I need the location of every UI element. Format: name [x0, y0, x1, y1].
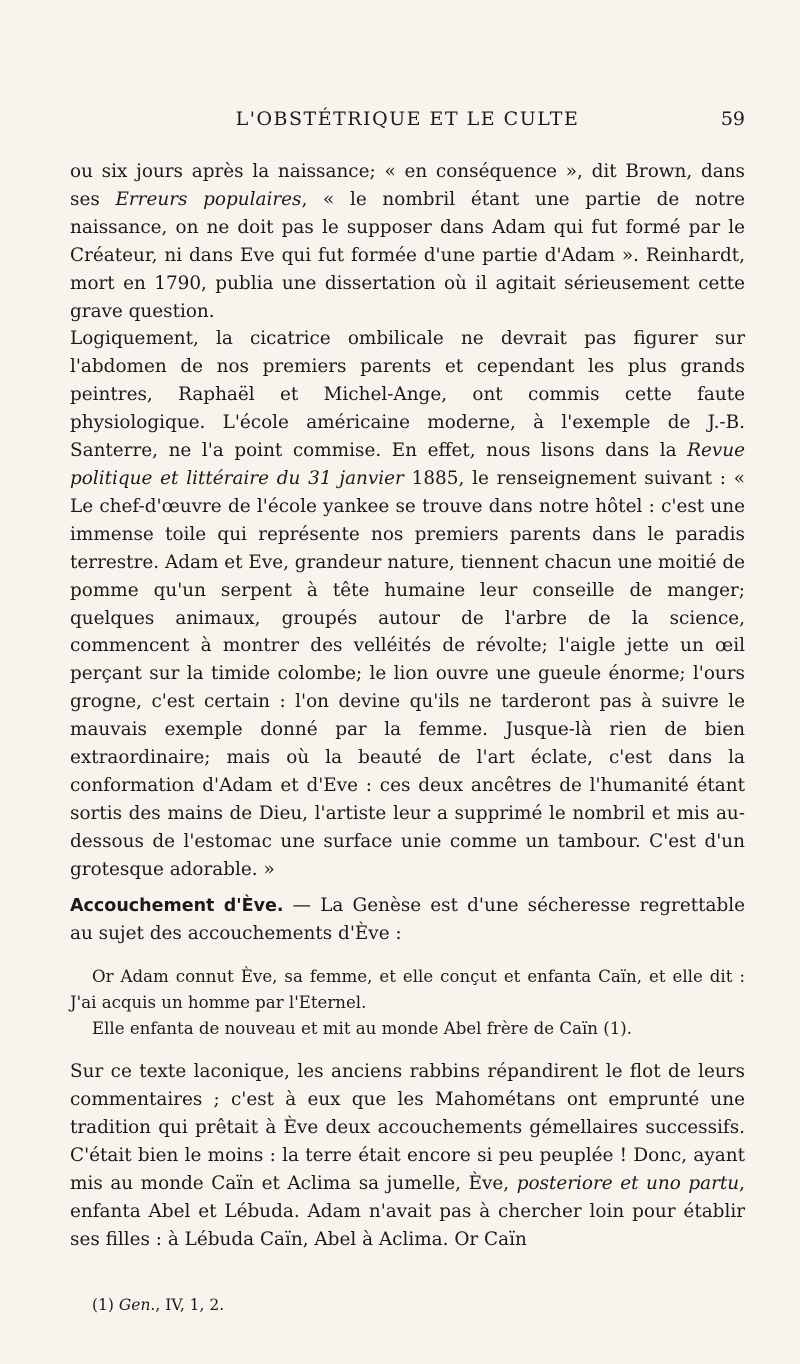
paragraph-3-text: — La Genèse est d'une sécheresse regrettable au sujet des accouchements d'Ève :	[70, 894, 745, 945]
footnote	[92, 1296, 224, 1314]
paragraph-1-text-a: ou six jours après la naissance; « en conséquence », dit Brown, dans ses	[70, 161, 745, 210]
footnote-marker: (1)	[92, 1296, 119, 1314]
paragraph-4-text-a: Sur ce texte laconique, les anciens rabbins répandirent le flot de leurs commentaires ; c'est à eux que les Mahométans ont emprunté une tradition qui prêtait à Ève deux accouchements gémellaires successifs. C'était bien le moins : la terre était encore si peu peuplée ! Donc, ayant mis au monde Caïn et Aclima sa jumelle, Ève,	[70, 1061, 745, 1194]
quote-line-2: Elle enfanta de nouveau et mit au monde Abel frère de Caïn (1).	[92, 1019, 633, 1039]
paragraph-3	[70, 892, 745, 949]
paragraph-1-text-c: , « le nombril étant une partie de notre naissance, on ne doit pas le supposer dans Adam qui fut formé par le Créateur, ni dans Eve qui fut formée d'une partie d'Adam ». Reinhardt, mort en 1790, publia une dissertation où il agitait sérieusement cette grave question.	[70, 188, 745, 322]
latin-phrase: posteriore et uno partu	[516, 1173, 740, 1194]
running-title: L'OBSTÉTRIQUE ET LE CULTE	[235, 108, 580, 130]
paragraph-4	[70, 1058, 745, 1253]
paragraph-2-text-c: 1885, le renseignement suivant : « Le chef-d'œuvre de l'école yankee se trouve dans notre hôtel : c'est une immense toile qui représente nos premiers parents dans le paradis terrestre. Adam et Eve, grandeur nature, tiennent chacun une moitié de pomme qu'un serpent à tête humaine leur conseille de manger; quelques animaux, groupés autour de l'arbre de la science, commencent à montrer des velléités de révolte; l'aigle jette un œil perçant sur la timide colombe; le lion ouvre une gueule énorme; l'ours grogne, c'est certain : l'on devine qu'ils ne tarderont pas à suivre le mauvais exemple donné par la femme. Jusque-là rien de bien extraordinaire; mais où la beauté de l'art éclate, c'est dans la conformation d'Adam et d'Eve : ces deux ancêtres de l'humanité étant sortis des mains de Dieu, l'artiste leur a supprimé le nombril et mis au-dessous de l'estomac une surface unie comme un tambour. C'est d'un grotesque adorable. »	[70, 467, 745, 880]
footnote-text: , IV, 1, 2.	[155, 1296, 225, 1314]
spacer	[70, 884, 745, 892]
paragraph-2-text-a: Logiquement, la cicatrice ombilicale ne devrait pas figurer sur l'abdomen de nos premiers parents et cependant les plus grands peintres, Raphaël et Michel-Ange, ont commis cette faute physiologique. L'école américaine moderne, à l'exemple de J.-B. Santerre, ne l'a point commise. En effet, nous lisons dans la	[70, 328, 745, 462]
page-number: 59	[720, 108, 745, 130]
footnote-ref: Gen.	[118, 1296, 156, 1314]
genesis-quote	[70, 964, 745, 1042]
book-title-erreurs: Erreurs populaires	[115, 188, 302, 210]
paragraph-4-text-c: , enfanta Abel et Lébuda. Adam n'avait pas à chercher loin pour établir ses filles : à Lébuda Caïn, Abel à Aclima. Or Caïn	[70, 1173, 745, 1250]
page-header	[70, 108, 745, 138]
page-body	[70, 158, 745, 1254]
paragraph-2	[70, 325, 745, 883]
quote-line-1: Or Adam connut Ève, sa femme, et elle conçut et enfanta Caïn, et elle dit : J'ai acquis un homme par l'Eternel.	[70, 967, 745, 1013]
journal-title-revue: Revue politique et littéraire du 31 janvier	[70, 440, 745, 489]
section-heading: Accouchement d'Ève.	[70, 895, 284, 916]
paragraph-1	[70, 158, 745, 325]
